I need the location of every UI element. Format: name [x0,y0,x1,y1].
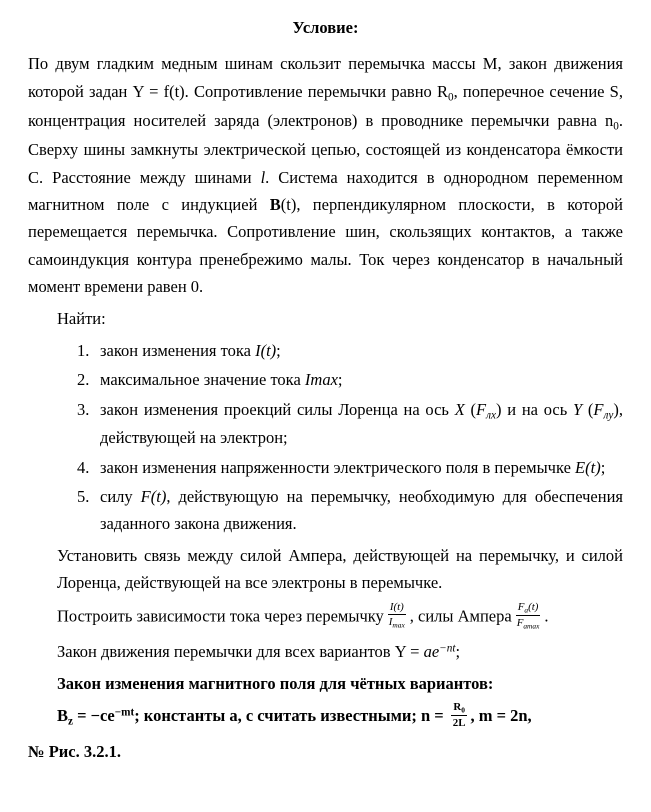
text-segment: ), действующей на электрон; [100,400,623,447]
list-item [77,367,623,394]
text-segment: По двум гладким медным шинам скользит перемычка массы M, закон движения которой задан Y = f(t). Сопротивление перемычки равно R [28,54,623,101]
text-segment: −nt [439,642,456,655]
fraction [515,600,542,631]
text-segment: −mt [114,706,135,719]
field-law-formula [57,702,623,732]
text-segment: Построить зависимости тока через перемычку [57,605,384,625]
text-segment: F [593,400,604,420]
fraction [451,700,468,730]
document-title [28,14,623,41]
text-segment: I(t) [389,600,404,613]
text-segment: , поперечное сечение S, концентрация носителей заряда (электронов) в проводнике перемычки равна n [28,81,623,130]
text-segment: Закон изменения магнитного поля для чётных вариантов: [57,673,494,693]
fraction-denominator [515,616,542,631]
text-segment: Условие: [292,18,359,37]
text-segment: силу [100,487,141,507]
text-segment: I [388,616,393,629]
plot-paragraph [57,602,623,633]
text-segment: , силы Ампера [409,605,512,625]
text-segment: max [392,620,405,630]
text-segment: B [57,706,69,726]
list-item [77,455,623,482]
text-segment: ae [423,641,440,661]
text-segment: Imax [304,370,338,390]
ampere-lorentz-paragraph [57,542,623,597]
fraction-denominator [451,716,468,730]
fraction-numerator [388,600,406,615]
text-segment: 2L [452,717,466,730]
text-segment: l [260,167,266,187]
list-item-number: 3. [77,400,90,420]
text-segment: ; [455,641,461,661]
text-segment: max [527,620,540,630]
fraction-numerator [516,600,541,616]
text-segment: ; константы a, с считать известными; n = [134,706,448,726]
list-item-number: 1. [77,340,90,360]
text-segment: . [544,605,549,625]
text-segment: 0 [461,705,465,715]
text-segment: Установить связь между силой Ампера, действующей на перемычку, и силой Лоренца, действующей на все электроны в перемычке. [57,545,623,593]
text-segment: ( [464,400,477,420]
text-segment: 0 [447,91,454,104]
text-segment: = −ce [73,706,115,726]
list-item-number: 4. [77,457,90,477]
text-segment: a [523,620,528,630]
text-segment: закон изменения проекций силы Лоренца на ось [100,400,455,420]
text-segment: F [517,600,525,613]
list-item [77,338,623,365]
text-segment: закон изменения напряженности электрического поля в перемычке [100,457,576,477]
text-segment: ; [276,340,281,360]
text-segment: F [516,616,524,629]
text-segment: . Система находится в однородном переменном магнитном поле с индукцией [28,167,623,214]
text-segment: X [454,400,465,420]
text-segment: лx [486,409,496,422]
text-segment: лy [603,409,614,422]
fraction-numerator [451,700,467,716]
problem-statement [28,50,623,300]
list-item [77,397,623,451]
text-segment: максимальное значение тока [100,370,305,390]
text-segment: ) и на ось [496,400,573,420]
field-law-heading [57,670,623,697]
figure-reference [28,738,623,765]
text-segment: R [453,701,462,714]
text-segment: Закон движения перемычки для всех вариантов Y = [57,641,424,661]
tasks-list [77,338,623,538]
list-item-number: 2. [77,370,90,390]
text-segment: Y [572,400,583,420]
fraction-denominator [387,615,407,630]
text-segment: E(t) [575,457,601,477]
list-item-number: 5. [77,487,90,507]
text-segment: № Рис. 3.2.1. [28,741,121,761]
fraction [387,600,407,630]
text-segment: F(t) [140,487,167,507]
text-segment: (t), перпендикулярном плоскости, в которой перемещается перемычка. Сопротивление шин, скользящих контактов, а также самоиндукция контура пренебрежимо малы. Ток через конденсатор в начальный момент времени равен 0. [28,194,623,296]
text-segment: ; [337,370,343,390]
text-segment: закон изменения тока [100,340,256,360]
text-segment: a [524,604,529,614]
text-segment: , m = 2n, [470,706,532,726]
text-segment: z [68,715,73,728]
find-label [57,305,623,332]
text-segment: B [269,194,281,214]
text-segment: ( [582,400,594,420]
motion-law-paragraph [57,638,623,665]
text-segment: ; [600,457,606,477]
text-segment: (t) [528,600,539,613]
text-segment: F [476,400,487,420]
text-segment: , действующую на перемычку, необходимую для обеспечения заданного закона движения. [100,487,623,534]
text-segment: . Сверху шины замкнуты электрической цепью, состоящей из конденсатора ёмкости C. Расстояние между шинами [28,110,623,187]
list-item [77,484,623,537]
text-segment: 0 [613,120,619,133]
text-segment: I(t) [255,340,277,360]
text-segment: Найти: [57,309,106,329]
